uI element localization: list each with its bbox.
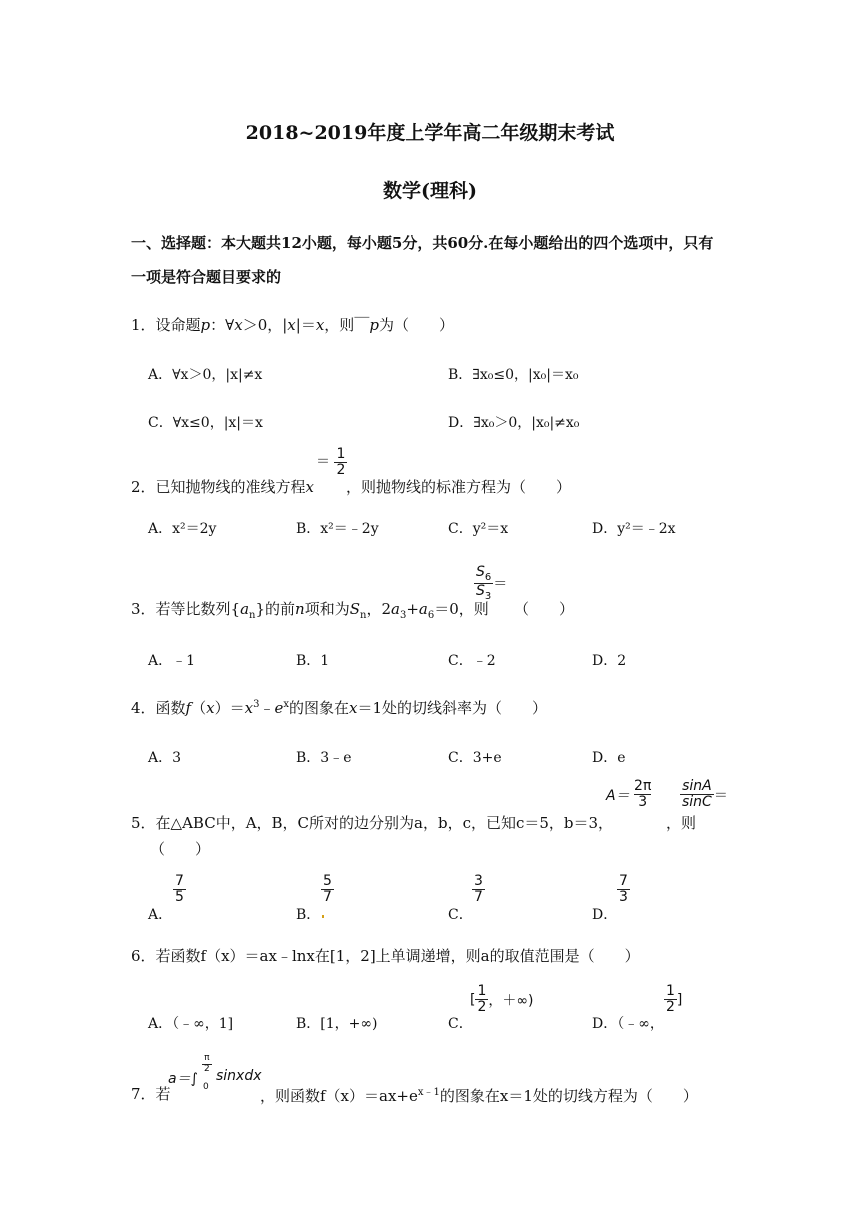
question-4-option-c: C．3+e [448,750,502,766]
question-3-option-d: D．2 [592,653,627,669]
question-2-option-a: A．x²＝2y [148,521,217,537]
question-6-stem: 6．若函数f（x）＝ax﹣lnx在[1，2]上单调递增，则a的取值范围是（ ） [131,947,640,965]
question-5-paren: （ ） [150,840,211,858]
question-2-stem-tail: ，则抛物线的标准方程为（ ） [346,478,572,496]
question-5-ratio-fraction: $\frac{\sin A}{\sin C}$ ＝ [682,778,728,811]
question-3-option-a: A．﹣1 [148,653,196,669]
question-6-option-d: D．（﹣∞， [592,1016,664,1032]
question-5-option-c: $\frac{3}{7}$ [474,873,483,906]
question-3-stem: 3．若等比数列$\{a_n\}$的前n项和为$S_n$，$2a_3+a_6=0$，则 [131,600,489,621]
question-4-option-d: D．e [592,750,626,766]
question-2-option-d: D．y²＝﹣2x [592,521,676,537]
question-5-option-d-label: D． [592,907,618,923]
question-3-option-b: B．1 [296,653,330,669]
question-1-option-c: C．∀x≤0，|x|＝x [148,415,263,431]
question-3-option-c: C．﹣2 [448,653,496,669]
question-5-option-a: $\frac{7}{5}$ [175,873,184,906]
question-1-option-d: D．∃x₀＞0，|x₀|≠x₀ [448,415,580,431]
question-3-paren: （ ） [514,600,575,618]
question-3-fraction: $\frac{S_6}{S_3}$ ＝ [476,564,508,602]
question-6-option-d-fraction: $\frac{1}{2}$ ] [666,983,683,1016]
question-4-option-b: B．3﹣e [296,750,352,766]
question-1-option-a: A．∀x＞0，|x|≠x [148,367,263,383]
question-6-option-a: A．（﹣∞，1] [148,1016,234,1032]
question-6-option-c-label: C． [448,1016,473,1032]
question-5-stem: 5．在△ABC中，A，B，C所对的边分别为a，b，c，已知c＝5，b＝3， [131,814,614,832]
question-5-option-b: $\frac{5}{7}$ [323,873,332,906]
question-7-stem: ，则函数$f(x)=ax+e^{x﹣1}$的图象在x＝1处的切线方程为（ ） [260,1087,698,1105]
question-5-option-d: $\frac{7}{3}$ [619,873,628,906]
page-title: 2018~2019年度上学年高二年级期末考试 [245,122,615,144]
section-heading-line1: 一、选择题：本大题共12小题，每小题5分，共60分.在每小题给出的四个选项中，只有 [131,234,714,252]
question-7-label: 7．若 [131,1085,171,1103]
question-6-option-b: B．[1，+∞) [296,1016,378,1032]
question-1-option-b: B．∃x₀≤0，|x₀|＝x₀ [448,367,579,383]
question-5-angle-fraction: A＝ $\frac{2\pi}{3}$ [606,778,652,811]
question-5-option-c-label: C． [448,907,473,923]
question-5-option-a-label: A． [148,907,173,923]
section-heading-line2: 一项是符合题目要求的 [131,268,282,286]
question-2-stem: 2．已知抛物线的准线方程x [131,478,315,496]
question-2-fraction: ＝ $\frac{1}{2}$ [316,446,346,479]
stray-mark [322,915,324,918]
question-6-option-c: [ $\frac{1}{2}$ ，＋∞) [470,983,534,1016]
question-5-option-b-label: B． [296,907,321,923]
question-2-option-c: C．y²＝x [448,521,509,537]
question-1-stem: 1．设命题p：∀x＞0，|x|＝x，则￣p为（ ） [131,316,454,334]
question-5-then: ，则 [666,814,697,832]
question-4-option-a: A．3 [148,750,182,766]
question-2-option-b: B．x²＝﹣2y [296,521,379,537]
question-4-stem: 4．函数$f(x)=x^3﹣e^x$的图象在x＝1处的切线斜率为（ ） [131,699,548,717]
page-subtitle: 数学(理科) [383,180,477,202]
